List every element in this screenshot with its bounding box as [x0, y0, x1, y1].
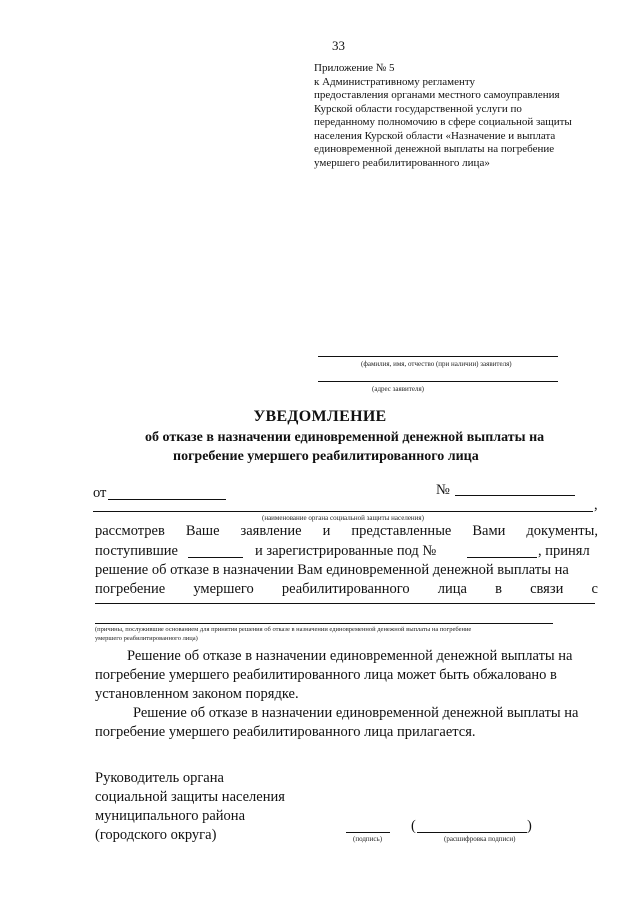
document-subtitle: об отказе в назначении единовременной денежной выплаты на — [145, 430, 545, 445]
reasons-caption: (причины, послужившие основанием для принятия решения об отказе в назначении единовременной денежной выплаты на погребение — [95, 626, 472, 633]
appendix-line: умершего реабилитированного лица» — [314, 156, 490, 169]
number-field[interactable] — [455, 495, 575, 496]
body-line-2a: поступившие — [95, 543, 178, 559]
body-word: документы, — [526, 523, 598, 539]
reasons-field-2[interactable] — [95, 623, 553, 624]
organ-field[interactable] — [93, 511, 593, 512]
appendix-block — [314, 62, 572, 170]
reasons-caption-2: умершего реабилитированного лица) — [95, 635, 198, 642]
signatory-line: социальной защиты населения — [95, 789, 285, 805]
body-word: лица — [437, 581, 467, 597]
applicant-name-caption: (фамилия, имя, отчество (при наличии) заявителя) — [361, 360, 512, 368]
body-word: с — [591, 581, 598, 597]
applicant-name-line[interactable] — [318, 356, 558, 357]
reasons-field[interactable] — [95, 603, 595, 604]
appendix-line: населения Курской области «Назначение и выплата — [314, 129, 556, 142]
body-word: Ваше — [185, 523, 220, 539]
para3-line-2: погребение умершего реабилитированного лица прилагается. — [95, 724, 476, 740]
body-line-2c: , принял — [538, 543, 590, 559]
body-word: представленные — [351, 523, 452, 539]
appendix-line: переданному полномочию в сфере социальной защиты — [314, 116, 572, 128]
body-word: рассмотрев — [95, 523, 165, 539]
signatory-line: муниципального района — [95, 808, 245, 824]
document-subtitle-2: погребение умершего реабилитированного лица — [173, 449, 479, 464]
applicant-address-caption: (адрес заявителя) — [372, 385, 424, 393]
decode-open-paren: ( — [411, 818, 416, 834]
appendix-line: единовременной денежной выплаты на погребение — [314, 143, 555, 155]
body-line-2b: и зарегистрированные под № — [255, 543, 437, 559]
organ-comma: , — [594, 497, 598, 513]
para2-line-1: Решение об отказе в назначении единовременной денежной выплаты на — [127, 648, 573, 664]
number-label: № — [436, 482, 450, 498]
appendix-line: Курской области государственной услуги по — [314, 102, 522, 115]
appendix-line: к Административному регламенту — [314, 75, 476, 88]
body-word: погребение — [95, 581, 166, 597]
signature-decode-field[interactable] — [417, 832, 527, 833]
page-number: 33 — [332, 38, 345, 53]
signature-caption: (подпись) — [353, 835, 383, 843]
signature-field[interactable] — [346, 832, 390, 833]
body-word: заявление — [240, 523, 302, 539]
para3-line-1: Решение об отказе в назначении единовременной денежной выплаты на — [133, 705, 579, 721]
signatory-line: Руководитель органа — [95, 770, 224, 786]
body-line-4 — [95, 581, 598, 598]
body-word: умершего — [193, 581, 254, 597]
from-label: от — [93, 485, 107, 501]
body-line-3: решение об отказе в назначении Вам единовременной денежной выплаты на — [95, 562, 569, 578]
para2-line-3: установленном законом порядке. — [95, 686, 299, 702]
registration-number-field[interactable] — [467, 557, 537, 558]
date-field[interactable] — [108, 499, 226, 500]
applicant-address-line[interactable] — [318, 381, 558, 382]
appendix-line: Приложение № 5 — [314, 62, 395, 74]
body-word: и — [322, 523, 331, 539]
document-title: УВЕДОМЛЕНИЕ — [253, 408, 387, 425]
signatory-position — [95, 769, 285, 845]
body-word: связи — [530, 581, 564, 597]
received-date-field[interactable] — [188, 557, 243, 558]
appendix-line: предоставления органами местного самоуправления — [314, 89, 560, 101]
decode-close-paren: ) — [527, 818, 532, 834]
body-word: реабилитированного — [281, 581, 410, 597]
decode-caption: (расшифровка подписи) — [444, 835, 516, 843]
body-word: в — [495, 581, 502, 597]
organ-caption: (наименование органа социальной защиты населения) — [262, 514, 424, 522]
signatory-line: (городского округа) — [95, 827, 217, 843]
body-line-1 — [95, 523, 598, 540]
body-word: Вами — [472, 523, 506, 539]
para2-line-2: погребение умершего реабилитированного лица может быть обжаловано в — [95, 667, 557, 683]
